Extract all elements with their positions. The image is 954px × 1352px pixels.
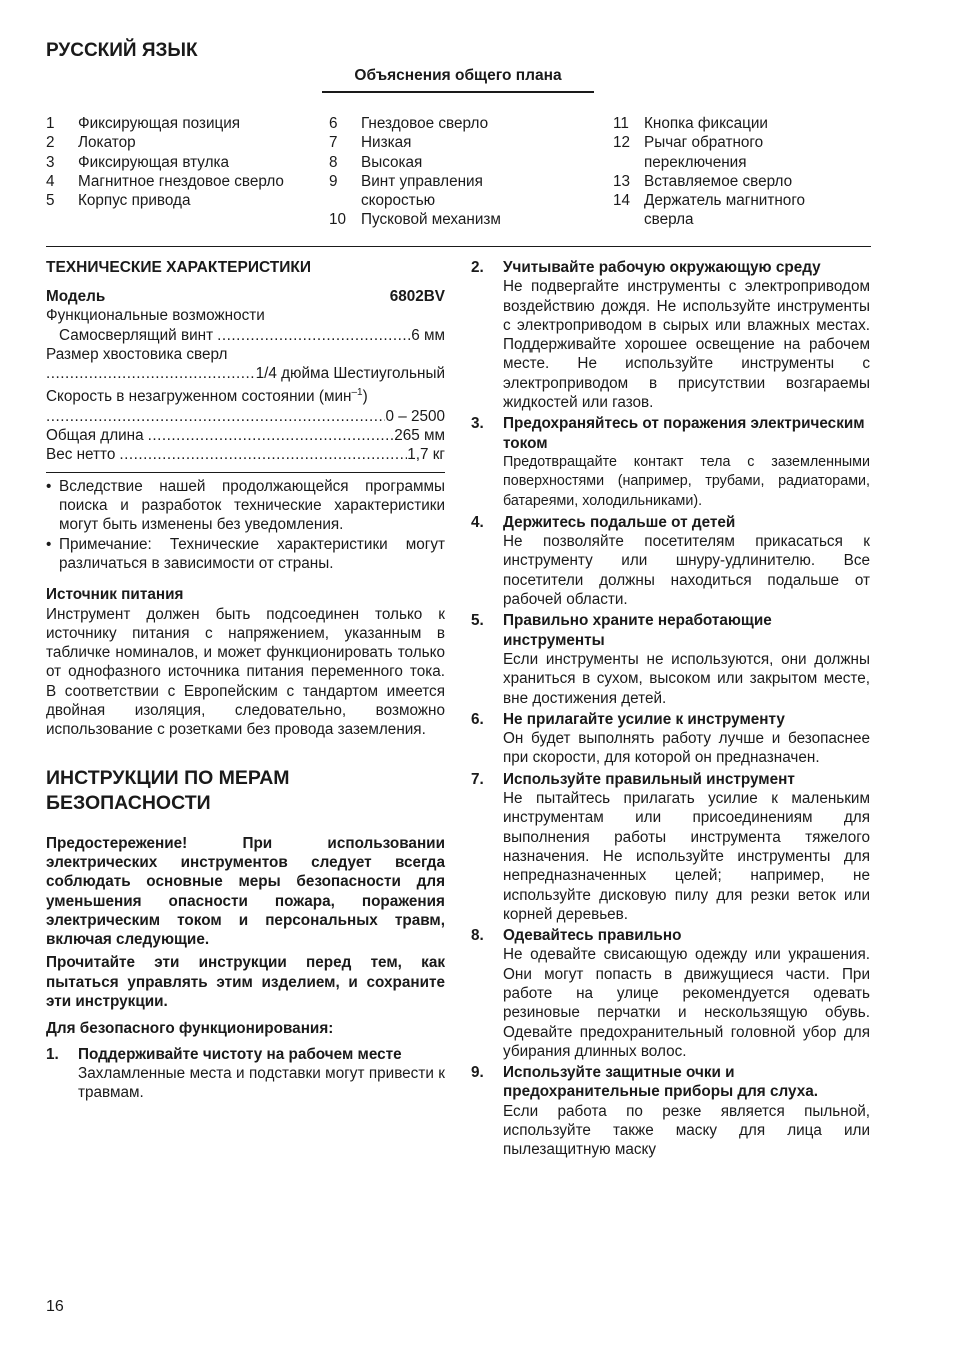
spec-speed-unit-sup: –1 bbox=[351, 387, 363, 399]
spec-model-row bbox=[46, 287, 445, 306]
spec-capacities-label: Функциональные возможности bbox=[46, 307, 265, 325]
safety-item bbox=[471, 258, 870, 412]
part-item bbox=[46, 191, 286, 210]
safety-item bbox=[471, 710, 870, 768]
safety-item-text: Не пытайтесь прилагать усилие к маленьким инструментам или присоединениям для выполнения работы инструмента тяжелого назначения. Не используйте инструменты для непредназначенных целей; например, не используйте дисковую пилу для резки веток или корней деревьев. bbox=[503, 790, 870, 923]
part-label: Локатор bbox=[78, 134, 136, 152]
dot-leader bbox=[46, 364, 256, 383]
part-item bbox=[329, 172, 579, 211]
safety-item-number: 7. bbox=[471, 770, 484, 788]
part-label: Корпус привода bbox=[78, 192, 191, 210]
part-number: 2 bbox=[46, 134, 55, 152]
spec-note-text: Примечание: Технические характеристики могут различаться в зависимости от страны. bbox=[59, 535, 445, 572]
part-number: 14 bbox=[613, 192, 631, 210]
part-number: 1 bbox=[46, 115, 55, 132]
safety-item-title: Поддерживайте чистоту на рабочем месте bbox=[78, 1045, 402, 1063]
safety-item-text: Он будет выполнять работу лучше и безопаснее при скорости, для которой он предназначен. bbox=[503, 730, 870, 767]
part-number: 5 bbox=[46, 192, 55, 210]
part-number: 9 bbox=[329, 172, 338, 190]
parts-column-2 bbox=[329, 114, 579, 230]
safety-item-text: Если работа по резке является пыльной, используйте также маску для лица или пылезащитную маску bbox=[503, 1102, 870, 1159]
part-item bbox=[329, 210, 579, 229]
spec-note bbox=[46, 477, 445, 535]
dot-leader bbox=[46, 407, 385, 426]
safety-item-text: Не подвергайте инструменты с электроприводом воздействию дождя. Не используйте инструменты с электроприводом в сырых или влажных местах. Поддерживайте хорошее освещение на рабочем месте. Не используйте инструменты с электроприводом в присутствии возгараемы жидкостей или газов. bbox=[503, 278, 870, 412]
safety-item bbox=[471, 926, 870, 1061]
safety-heading: ИНСТРУКЦИИ ПО МЕРАМ БЕЗОПАСНОСТИ bbox=[46, 766, 290, 814]
safety-item-title: Используйте защитные очки и предохранительные приборы для слуха. bbox=[503, 1064, 818, 1101]
part-label: Пусковой механизм bbox=[361, 211, 501, 229]
safety-item-title: Правильно храните неработающие инструменты bbox=[503, 612, 772, 649]
safety-item-title: Учитывайте рабочую окружающую среду bbox=[503, 259, 821, 276]
part-number: 11 bbox=[613, 115, 629, 132]
spec-value: 0 – 2500 bbox=[385, 407, 445, 425]
safety-warning: Предостережение! При использовании электрических инструментов следует всегда соблюдать основные меры безопасности для уменьшения опасности пожара, поражения электрическим током и персональных травм, включая следующие. bbox=[46, 834, 445, 949]
spec-speed-label-text: Скорость в незагруженном состоянии (мин bbox=[46, 388, 352, 406]
spec-weight-row bbox=[46, 445, 445, 464]
safety-item-title: Не прилагайте усилие к инструменту bbox=[503, 710, 785, 728]
part-item bbox=[613, 172, 858, 191]
parts-column-3 bbox=[613, 114, 858, 230]
specs-divider bbox=[46, 472, 445, 473]
part-label: Держатель магнитного сверла bbox=[644, 192, 806, 229]
part-item bbox=[46, 133, 286, 152]
right-column bbox=[471, 258, 870, 1162]
safety-item-number: 1. bbox=[46, 1045, 59, 1063]
safety-item-text: Если инструменты не используются, они должны храниться в сухом, высоком или закрытом месте, вне достижения детей. bbox=[503, 650, 870, 707]
part-number: 6 bbox=[329, 115, 338, 132]
safety-item-title: Используйте правильный инструмент bbox=[503, 770, 795, 788]
safety-item-title: Держитесь подальше от детей bbox=[503, 513, 736, 531]
safety-item-text: Не позволяйте посетителям прикасаться к инструменту или шнуру-удлинителю. Все посетители должны находиться подальше от рабочей области. bbox=[503, 533, 870, 609]
safety-item bbox=[471, 414, 870, 510]
parts-column-1 bbox=[46, 114, 286, 210]
spec-length-row bbox=[46, 426, 445, 445]
safety-item-title: Предохраняйтесь от поражения электрическим током bbox=[503, 415, 865, 452]
spec-speed-label bbox=[46, 383, 445, 406]
spec-value: 1,7 кг bbox=[407, 446, 445, 464]
safety-item-text: Захламленные места и подставки могут привести к травмам. bbox=[78, 1064, 445, 1102]
part-item bbox=[613, 191, 858, 230]
safety-item bbox=[46, 1045, 445, 1103]
part-item bbox=[329, 133, 579, 152]
part-number: 4 bbox=[46, 172, 55, 190]
overview-title: Объяснения общего плана bbox=[322, 66, 594, 93]
specs-heading: ТЕХНИЧЕСКИЕ ХАРАКТЕРИСТИКИ bbox=[46, 259, 311, 276]
power-heading: Источник питания bbox=[46, 586, 184, 604]
spec-note-text: Вследствие нашей продолжающейся программы поиска и разработок технические характеристики могут быть изменены без уведомления. bbox=[59, 477, 445, 534]
safety-item-number: 3. bbox=[471, 415, 484, 433]
dot-leader bbox=[119, 445, 407, 464]
part-label: Вставляемое сверло bbox=[644, 172, 793, 190]
spec-model-value: 6802BV bbox=[389, 288, 445, 305]
part-number: 12 bbox=[613, 134, 631, 152]
spec-speed-row bbox=[46, 407, 445, 426]
part-number: 13 bbox=[613, 172, 631, 190]
safety-item bbox=[471, 1063, 870, 1159]
part-item bbox=[46, 172, 286, 191]
page-number: 16 bbox=[46, 1298, 64, 1315]
part-label: Фиксирующая позиция bbox=[78, 115, 241, 132]
part-label: Магнитное гнездовое сверло bbox=[78, 172, 284, 190]
safety-item bbox=[471, 770, 870, 924]
safety-item-title: Одевайтесь правильно bbox=[503, 927, 682, 945]
part-item bbox=[329, 114, 579, 133]
part-label: Винт управления скоростью bbox=[361, 172, 483, 210]
section-divider bbox=[46, 246, 871, 247]
safety-item-text: Не одевайте свисающую одежду или украшения. Они могут попасть в движущиеся части. При работе на улице рекомендуется одевать резиновые перчатки и нескользящую обувь. Одевайте предохранительный головной убор для убирания длинных волос. bbox=[503, 946, 870, 1060]
left-column bbox=[46, 258, 445, 1104]
spec-shank-row bbox=[46, 364, 445, 383]
spec-label: Вес нетто bbox=[46, 446, 116, 464]
safety-subheading: Для безопасного функционирования: bbox=[46, 1020, 334, 1038]
spec-label: Самосверлящий винт bbox=[59, 326, 214, 344]
part-number: 3 bbox=[46, 153, 55, 171]
spec-note bbox=[46, 535, 445, 574]
spec-label: Общая длина bbox=[46, 427, 144, 445]
spec-model-label: Модель bbox=[46, 288, 106, 305]
language-title: РУССКИЙ ЯЗЫК bbox=[46, 40, 198, 61]
safety-item-number: 5. bbox=[471, 612, 484, 630]
safety-item-number: 8. bbox=[471, 927, 484, 945]
safety-item-number: 2. bbox=[471, 259, 484, 276]
safety-item-number: 6. bbox=[471, 710, 484, 728]
safety-item-text: Предотвращайте контакт тела с заземленными поверхностями (например, трубами, радиаторами, батареями, холодильниками). bbox=[503, 453, 870, 509]
spec-self-drilling-row bbox=[46, 326, 445, 345]
part-item bbox=[613, 133, 858, 172]
part-item bbox=[613, 114, 858, 133]
part-label: Высокая bbox=[361, 153, 423, 171]
part-item bbox=[46, 114, 286, 133]
part-item bbox=[329, 153, 579, 172]
bullet-dot: • bbox=[46, 535, 52, 553]
part-number: 10 bbox=[329, 211, 347, 229]
spec-value: 6 мм bbox=[411, 326, 445, 344]
bullet-dot: • bbox=[46, 477, 52, 495]
safety-item-number: 9. bbox=[471, 1064, 484, 1082]
power-text: Инструмент должен быть подсоединен только к источнику питания с напряжением, указанным в табличке номиналов, и может функционировать только от однофазного источника питания переменного тока. В соответствии с Европейским с тандартом имеется двойная изоляция, следовательно, возможно использование с розетками без провода заземления. bbox=[46, 605, 445, 739]
safety-item bbox=[471, 611, 870, 707]
spec-shank-label: Размер хвостовика сверл bbox=[46, 345, 228, 363]
part-label: Гнездовое сверло bbox=[361, 115, 489, 132]
part-label: Кнопка фиксации bbox=[644, 115, 768, 132]
part-number: 8 bbox=[329, 153, 338, 171]
dot-leader bbox=[217, 326, 411, 345]
safety-item-number: 4. bbox=[471, 513, 484, 531]
part-label: Фиксирующая втулка bbox=[78, 153, 230, 171]
spec-speed-label-suffix: ) bbox=[362, 388, 368, 406]
dot-leader bbox=[148, 426, 395, 445]
spec-value: 265 мм bbox=[394, 427, 445, 445]
part-item bbox=[46, 153, 286, 172]
safety-item bbox=[471, 513, 870, 609]
part-label: Рычаг обратного переключения bbox=[644, 134, 764, 171]
safety-read-instructions: Прочитайте эти инструкции перед тем, как пытаться управлять этим изделием, и сохраните эти инструкции. bbox=[46, 954, 445, 1010]
spec-value: 1/4 дюйма Шестиугольный bbox=[255, 365, 445, 383]
part-number: 7 bbox=[329, 134, 338, 152]
part-label: Низкая bbox=[361, 134, 412, 152]
